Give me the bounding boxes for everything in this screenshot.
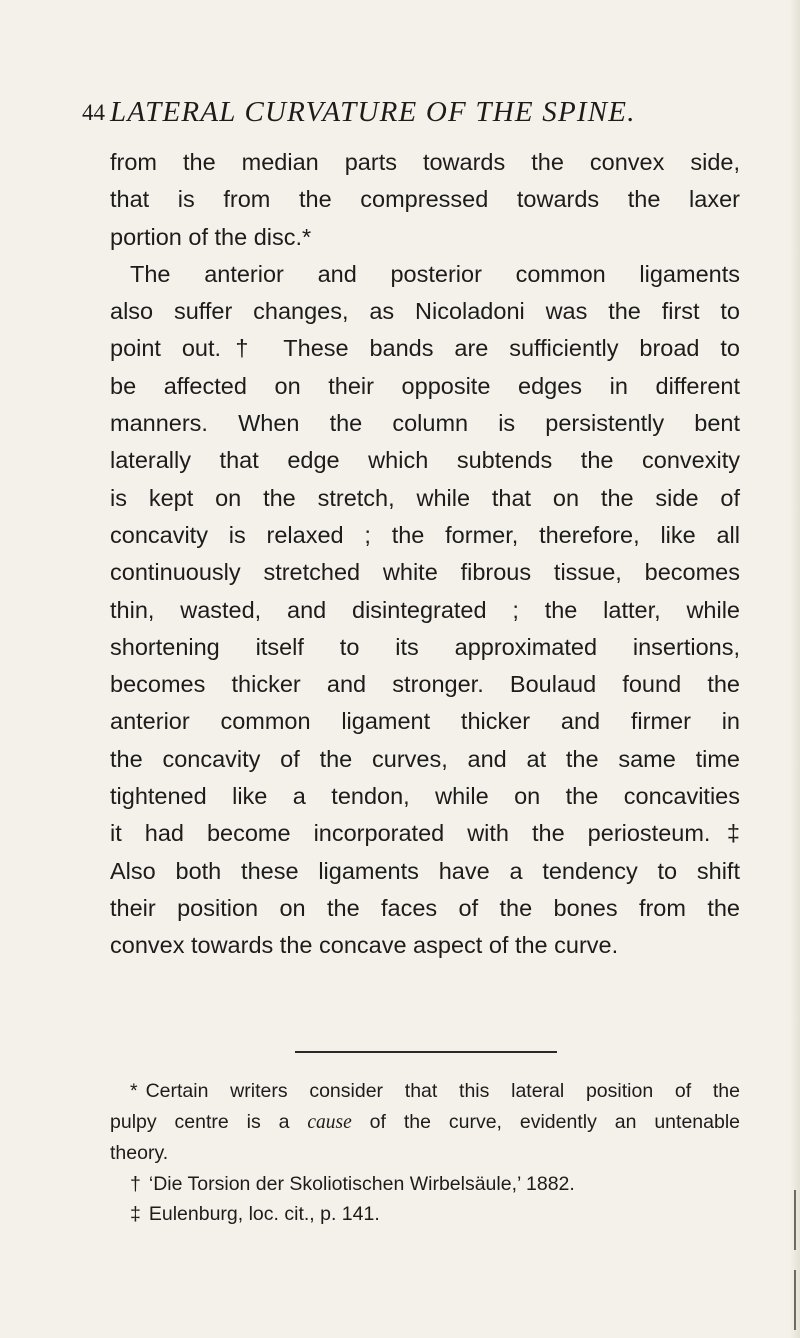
text-line: also suffer changes, as Nicoladoni was the first to	[110, 298, 740, 325]
text-line: is kept on the stretch, while that on the side of	[110, 484, 740, 511]
text-line: tightened like a tendon, while on the concavities	[110, 783, 740, 810]
page-edge	[790, 0, 800, 1338]
body-text	[110, 144, 740, 965]
text-line: becomes thicker and stronger. Boulaud found the	[110, 671, 740, 698]
text-line: continuously stretched white fibrous tissue, becomes	[110, 559, 740, 586]
page-number: 44	[82, 100, 105, 125]
text-line: Also both these ligaments have a tendency to shift	[110, 857, 740, 884]
text-line: laterally that edge which subtends the convexity	[110, 447, 740, 474]
footnote-text: Eulenburg, loc. cit., p. 141.	[148, 1203, 380, 1225]
text-line: portion of the disc.*	[110, 223, 312, 250]
text-line: it had become incorporated with the periosteum.‡	[110, 820, 740, 847]
text-line: the concavity of the curves, and at the same time	[110, 745, 740, 772]
text-line: manners. When the column is persistently bent	[110, 410, 740, 437]
footnote-text: pulpy centre is a	[110, 1110, 308, 1133]
footnote-text: of the curve, evidently an untenable	[351, 1110, 741, 1133]
page-edge-mark	[794, 1270, 796, 1330]
text-line: shortening itself to its approximated insertions,	[110, 633, 740, 660]
text-line: concavity is relaxed ; the former, therefore, like all	[110, 521, 740, 548]
footnote-mark: †	[130, 1172, 141, 1195]
text-line: anterior common ligament thicker and firmer in	[110, 708, 740, 735]
footnote-italic-word: cause	[307, 1111, 352, 1133]
page-edge-mark	[794, 1190, 796, 1250]
footnote-1-continued	[110, 1107, 740, 1139]
text-line: their position on the faces of the bones from the	[110, 894, 740, 921]
running-head: LATERAL CURVATURE OF THE SPINE.	[110, 96, 636, 128]
footnote-mark: ‡	[130, 1203, 141, 1225]
text-line: thin, wasted, and disintegrated ; the latter, while	[110, 596, 740, 623]
footnote-2	[110, 1169, 740, 1200]
footnote-3	[110, 1199, 740, 1230]
footnote-text: Certain writers consider that this lateral position of the	[145, 1080, 740, 1102]
page-header	[82, 96, 722, 136]
text-line: convex towards the concave aspect of the curve.	[110, 932, 619, 959]
footnotes	[110, 1076, 740, 1230]
text-line: from the median parts towards the convex side,	[110, 149, 740, 175]
text-line: that is from the compressed towards the laxer	[110, 186, 740, 213]
footnote-text: ‘Die Torsion der Skoliotischen Wirbelsäule,’ 1882.	[148, 1172, 575, 1195]
footnote-rule	[295, 1051, 557, 1053]
footnote-1	[110, 1076, 740, 1107]
text-line: point out.† These bands are sufficiently broad to	[110, 335, 740, 362]
text-line: The anterior and posterior common ligaments	[130, 260, 740, 287]
text-line: be affected on their opposite edges in different	[110, 372, 740, 399]
footnote-mark: *	[130, 1080, 138, 1102]
footnote-1-end: theory.	[110, 1142, 169, 1164]
